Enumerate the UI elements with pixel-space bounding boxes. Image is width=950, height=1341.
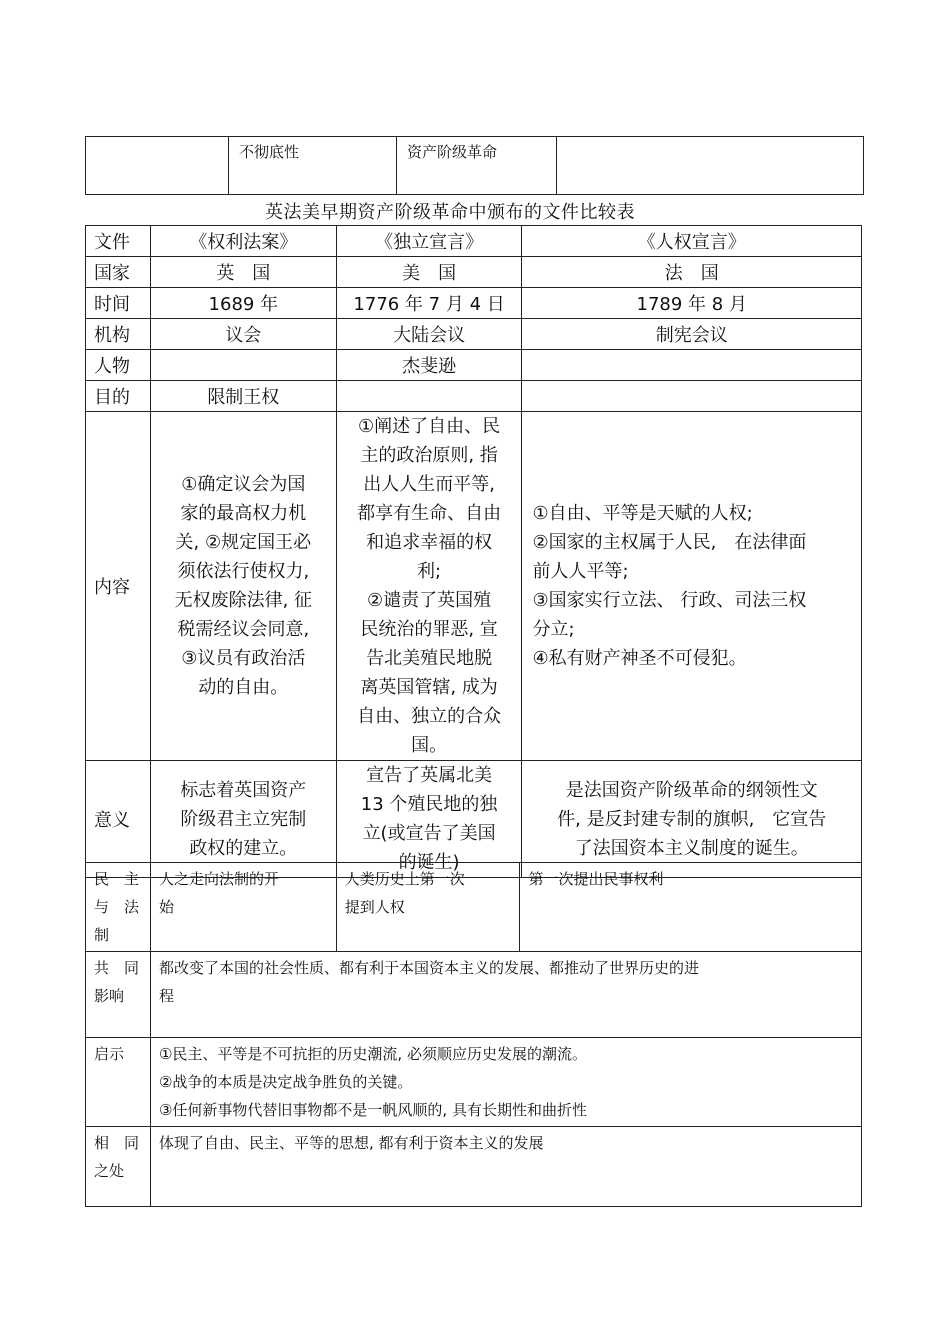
- row-label: 时间: [86, 288, 151, 319]
- top-cell-incompleteness: 不彻底性: [229, 137, 397, 195]
- summary-table: [85, 862, 862, 1207]
- significance-line: 件, 是反封建专制的旗帜, 它宣告: [557, 808, 827, 830]
- similarity-cell: [150, 1127, 861, 1207]
- person-cell: [522, 350, 862, 381]
- row-label: 文件: [86, 226, 151, 257]
- content-line: 利;: [417, 561, 442, 582]
- text-line: 程: [158, 987, 174, 1005]
- content-line: 家的最高权力机: [180, 503, 307, 524]
- label-line: 与 法: [94, 898, 140, 916]
- purpose-cell: [336, 381, 522, 412]
- content-bill-of-rights: [150, 412, 336, 761]
- content-line: 国。: [411, 735, 448, 756]
- content-line: ②谴责了英国殖: [367, 590, 492, 611]
- content-line: 须依法行使权力,: [177, 561, 310, 582]
- significance-line: 宣告了英属北美: [366, 765, 493, 786]
- row-person: [86, 350, 862, 381]
- content-rights-of-man: [522, 412, 862, 761]
- significance-line: 13 个殖民地的独: [360, 794, 498, 815]
- significance-line: 阶级君主立宪制: [180, 808, 307, 830]
- text-line: 体现了自由、民主、平等的思想, 都有利于资本主义的发展: [158, 1134, 544, 1152]
- doc-declaration-of-independence: 《独立宣言》: [336, 226, 522, 257]
- row-significance: [86, 761, 862, 878]
- text-line: ①民主、平等是不可抗拒的历史潮流, 必须顺应历史发展的潮流。: [158, 1045, 587, 1063]
- content-declaration-of-independence: [336, 412, 522, 761]
- row-time: [86, 288, 862, 319]
- content-line: 自由、独立的合众: [357, 706, 502, 727]
- content-line: 税需经议会同意,: [177, 619, 310, 640]
- text-line: 始: [158, 898, 174, 916]
- purpose-cell: 限制王权: [150, 381, 336, 412]
- institution-cell: 议会: [150, 319, 336, 350]
- person-cell: [150, 350, 336, 381]
- content-line: ④私有财产神圣不可侵犯。: [532, 648, 747, 669]
- doc-rights-of-man: 《人权宣言》: [522, 226, 862, 257]
- row-purpose: [86, 381, 862, 412]
- content-line: ①确定议会为国: [181, 474, 306, 495]
- country-cell: 英 国: [150, 257, 336, 288]
- content-line: 告北美殖民地脱: [366, 648, 493, 669]
- time-cell: 1689 年: [150, 288, 336, 319]
- doc-bill-of-rights: 《权利法案》: [150, 226, 336, 257]
- label-line: 影响: [94, 987, 125, 1005]
- time-cell: 1776 年 7 月 4 日: [336, 288, 522, 319]
- institution-cell: 大陆会议: [336, 319, 522, 350]
- label-line: 相 同: [94, 1134, 140, 1152]
- row-label: 机构: [86, 319, 151, 350]
- text-line: ②战争的本质是决定战争胜负的关键。: [158, 1073, 413, 1091]
- content-line: 都享有生命、自由: [357, 503, 502, 524]
- democracy-law-cell: [150, 863, 336, 952]
- label-line: 之处: [94, 1162, 125, 1180]
- label-line: 制: [94, 926, 110, 944]
- significance-declaration-of-independence: [336, 761, 522, 878]
- significance-line: 标志着英国资产: [180, 779, 307, 801]
- top-fragment-table: [85, 136, 864, 195]
- democracy-law-cell: [520, 863, 862, 952]
- content-line: 民统治的罪恶, 宣: [360, 619, 498, 640]
- content-line: ③议员有政治活: [181, 648, 306, 669]
- top-cell-empty: [86, 137, 229, 195]
- top-cell-blank: [557, 137, 864, 195]
- row-content: [86, 412, 862, 761]
- row-label: 人物: [86, 350, 151, 381]
- row-label: 内容: [86, 412, 151, 761]
- significance-line: 立(或宣告了美国: [362, 823, 496, 844]
- common-impact-cell: [150, 952, 861, 1038]
- content-line: 和追求幸福的权: [366, 532, 493, 553]
- significance-line: 政权的建立。: [189, 837, 298, 859]
- row-enlightenment: [86, 1038, 862, 1127]
- content-line: 出人人生而平等,: [363, 474, 495, 495]
- page-title: 英法美早期资产阶级革命中颁布的文件比较表: [265, 202, 635, 223]
- content-line: 无权废除法律, 征: [174, 590, 313, 611]
- country-cell: 法 国: [522, 257, 862, 288]
- person-cell: 杰斐逊: [336, 350, 522, 381]
- content-line: 主的政治原则, 指: [360, 445, 498, 466]
- row-country: [86, 257, 862, 288]
- content-line: 分立;: [532, 619, 575, 640]
- comparison-table: [85, 225, 862, 878]
- content-line: 前人人平等;: [532, 561, 629, 582]
- content-line: 动的自由。: [198, 677, 289, 698]
- text-line: 都改变了本国的社会性质、都有利于本国资本主义的发展、都推动了世界历史的进: [158, 959, 699, 977]
- significance-bill-of-rights: [150, 761, 336, 878]
- top-cell-bourgeois-revolution: 资产阶级革命: [397, 137, 557, 195]
- row-document: [86, 226, 862, 257]
- content-line: ②国家的主权属于人民, 在法律面: [532, 532, 807, 553]
- label-line: 启示: [94, 1045, 125, 1063]
- significance-line: 是法国资产阶级革命的纲领性文: [565, 779, 818, 801]
- content-line: ③国家实行立法、 行政、司法三权: [532, 590, 807, 611]
- democracy-law-cell: [336, 863, 520, 952]
- row-similarity: [86, 1127, 862, 1207]
- text-line: 提到人权: [344, 898, 405, 916]
- content-line: ①自由、平等是天赋的人权;: [532, 503, 753, 524]
- text-line: ③任何新事物代替旧事物都不是一帆风顺的, 具有长期性和曲折性: [158, 1101, 587, 1119]
- significance-line: 了法国资本主义制度的诞生。: [574, 837, 809, 859]
- label-line: 民 主: [94, 870, 140, 888]
- enlightenment-cell: [150, 1038, 861, 1127]
- text-line: 第一次提出民事权利: [528, 870, 664, 888]
- text-line: 人类历史上第一次: [344, 870, 465, 888]
- label-line: 共 同: [94, 959, 140, 977]
- row-common-impact: [86, 952, 862, 1038]
- text-line: 人之走向法制的开: [158, 870, 279, 888]
- content-line: ①阐述了自由、民: [358, 416, 501, 437]
- row-label: 意义: [86, 761, 151, 878]
- row-institution: [86, 319, 862, 350]
- purpose-cell: [522, 381, 862, 412]
- row-label: [86, 952, 151, 1038]
- row-label: 国家: [86, 257, 151, 288]
- significance-line: 的诞生): [398, 852, 460, 873]
- significance-rights-of-man: [522, 761, 862, 878]
- row-label: [86, 1038, 151, 1127]
- row-label: [86, 1127, 151, 1207]
- row-label: 目的: [86, 381, 151, 412]
- row-democracy-law: [86, 863, 862, 952]
- institution-cell: 制宪会议: [522, 319, 862, 350]
- content-line: 离英国管辖, 成为: [360, 677, 498, 698]
- country-cell: 美 国: [336, 257, 522, 288]
- time-cell: 1789 年 8 月: [522, 288, 862, 319]
- row-label: [86, 863, 151, 952]
- content-line: 关, ②规定国王必: [175, 532, 312, 553]
